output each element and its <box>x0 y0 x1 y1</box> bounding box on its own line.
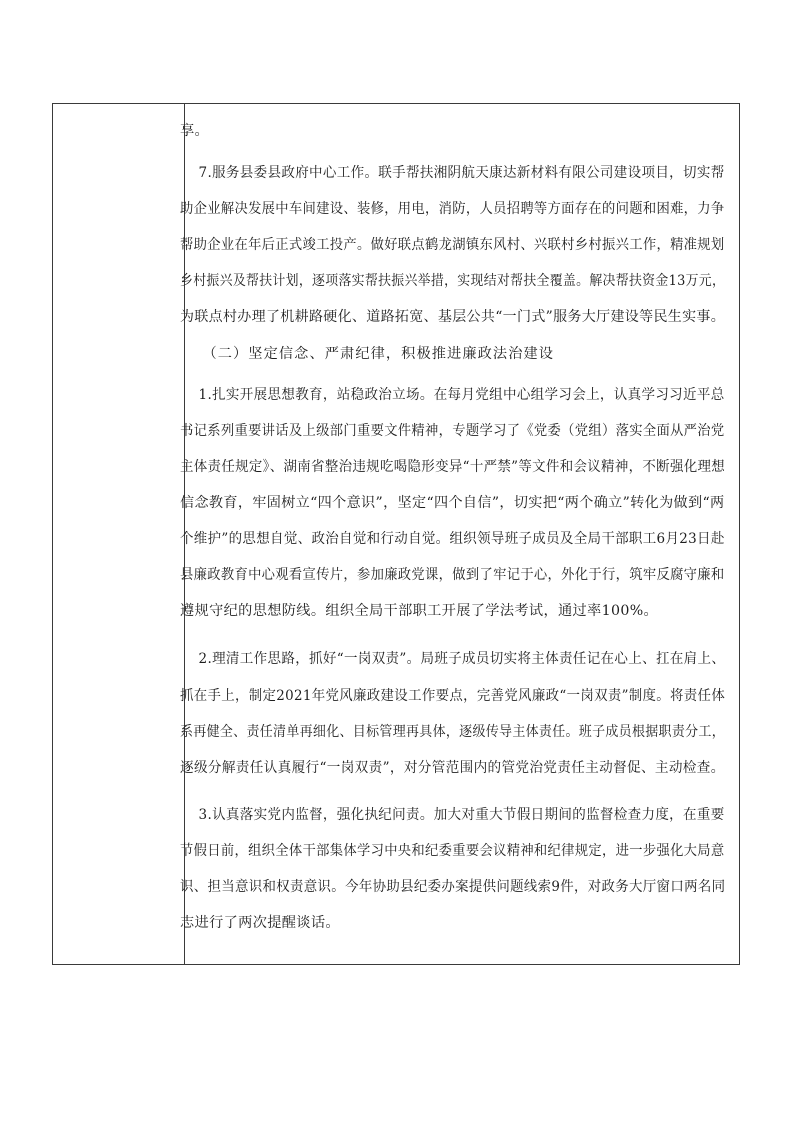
paragraph-line: 志进行了两次提醒谈话。 <box>180 915 340 931</box>
paragraph-line: 遵规守纪的思想防线。组织全局干部职工开展了学法考试，通过率100%。 <box>180 603 659 619</box>
paragraph-line: 帮助企业在年后正式竣工投产。做好联点鹤龙湖镇东风村、兴联村乡村振兴工作，精准规划 <box>180 237 725 253</box>
paragraph-line: 乡村振兴及帮扶计划，逐项落实帮扶振兴举措，实现结对帮扶全覆盖。解决帮扶资金13万元， <box>180 273 726 289</box>
paragraph-line: 识、担当意识和权责意识。今年协助县纪委办案提供问题线索9件，对政务大厅窗口两名同 <box>180 879 726 895</box>
paragraph-line: 享。 <box>180 123 210 139</box>
paragraph-line: 书记系列重要讲话及上级部门重要文件精神，专题学习了《党委（党组）落实全面从严治党 <box>180 423 725 439</box>
paragraph-line: 县廉政教育中心观看宣传片，参加廉政党课，做到了牢记于心，外化于行，筑牢反腐守廉和 <box>180 567 725 583</box>
paragraph-line: 3.认真落实党内监督，强化执纪问责。加大对重大节假日期间的监督检查力度，在重要 <box>180 807 725 823</box>
paragraph-line: 逐级分解责任认真履行“一岗双责”，对分管范围内的管党治党责任主动督促、主动检查。 <box>180 760 725 776</box>
paragraph-line: 助企业解决发展中车间建设、装修，用电，消防，人员招聘等方面存在的问题和困难，力争 <box>180 201 725 217</box>
paragraph-line: 个维护”的思想自觉、政治自觉和行动自觉。组织领导班子成员及全局干部职工6月23日赴 <box>180 531 725 547</box>
section-heading: （二）坚定信念、严肃纪律，积极推进廉政法治建设 <box>180 346 555 362</box>
paragraph-line: 系再健全、责任清单再细化、目标管理再具体，逐级传导主体责任。班子成员根据职责分工， <box>180 724 726 740</box>
paragraph-line: 1.扎实开展思想教育，站稳政治立场。在每月党组中心组学习会上，认真学习习近平总 <box>180 387 725 403</box>
paragraph-line: 7.服务县委县政府中心工作。联手帮扶湘阴航天康达新材料有限公司建设项目，切实帮 <box>180 165 725 181</box>
paragraph-line: 主体责任规定》、湖南省整治违规吃喝隐形变异“十严禁”等文件和会议精神，不断强化理想 <box>180 459 726 475</box>
paragraph-line: 为联点村办理了机耕路硬化、道路拓宽、基层公共“一门式”服务大厅建设等民生实事。 <box>180 309 726 325</box>
paragraph-line: 节假日前，组织全体干部集体学习中央和纪委重要会议精神和纪律规定，进一步强化大局意 <box>180 843 725 859</box>
paragraph-line: 2.理清工作思路，抓好“一岗双责”。局班子成员切实将主体责任记在心上、扛在肩上、 <box>180 651 726 667</box>
paragraph-line: 抓在手上，制定2021年党风廉政建设工作要点，完善党风廉政“一岗双责”制度。将责任体 <box>180 688 726 704</box>
paragraph-line: 信念教育，牢固树立“四个意识”，坚定“四个自信”，切实把“两个确立”转化为做到“两 <box>180 495 725 511</box>
